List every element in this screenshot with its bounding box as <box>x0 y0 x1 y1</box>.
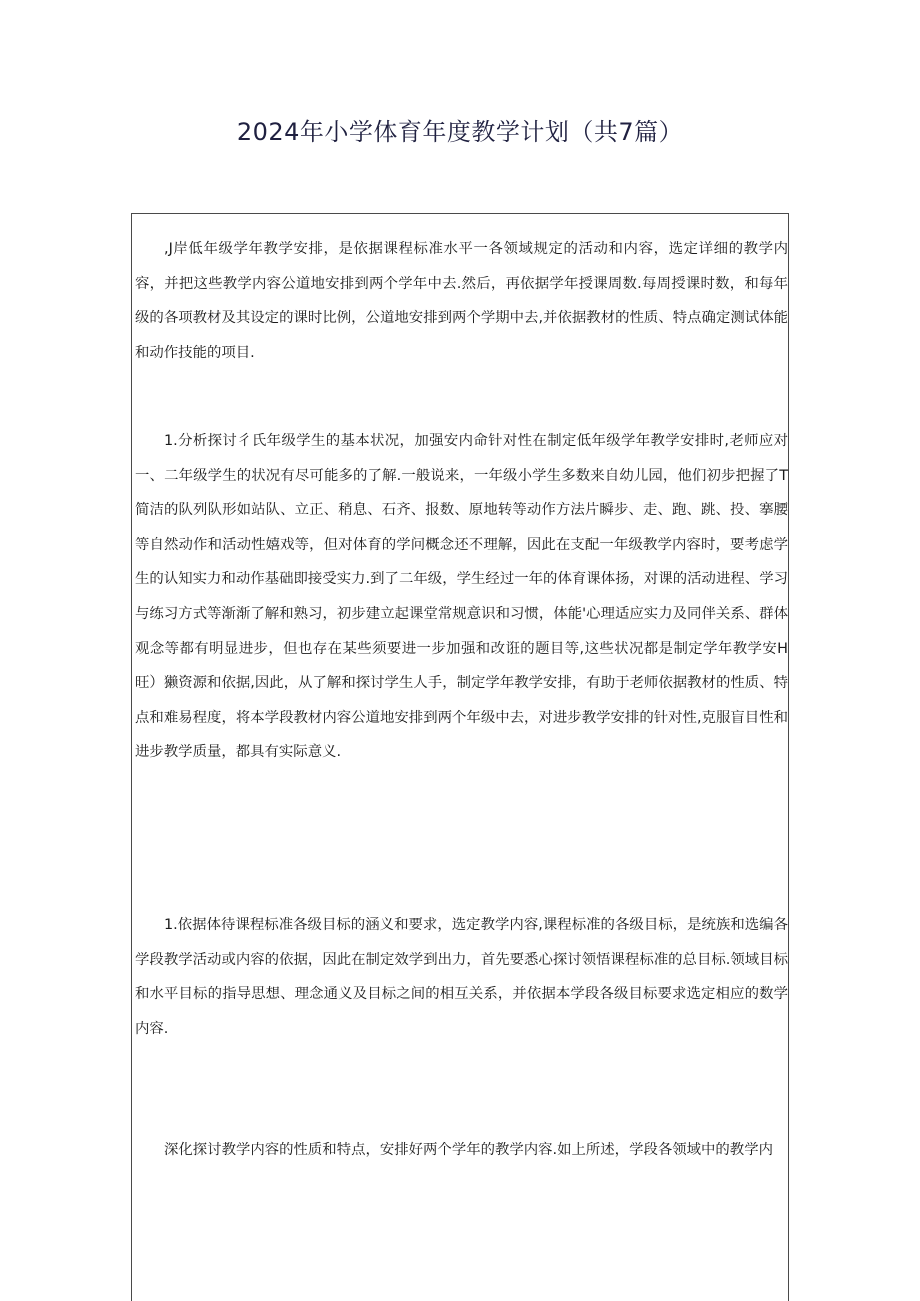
paragraph-1 <box>135 232 788 370</box>
paragraph-text: 1.分析探讨彳氏年级学生的基本状况，加强安内命针对性在制定低年级学年教学安排时,老师应对一、二年级学生的状况有尽可能多的了解.一般说来，一年级小学生多数来自幼儿园，他们初步把握了T简洁的队列队形如站队、立正、稍息、石齐、报数、原地转等动作方法片瞬步、走、跑、跳、投、搴腰等自然动作和活动性嬉戏等，但对体育的学问概念还不理解，因此在支配一年级教学内容时，要考虑学生的认知实力和动作基础即接受实力.到了二年级，学生经过一年的体育课体扬，对课的活动进程、学习与练习方式等渐渐了解和熟习，初步建立起课堂常规意识和习惯，体能'心理适应实力及同伴关系、群体观念等都有明显进步，但也存在某些须要进一步加强和改诳的题目等,这些状况都是制定学年教学安H旺）獭资源和依据,因此，从了解和探讨学生人手，制定学年教学安排，有助于老师依据教材的性质、特点和难易程度，将本学段教材内容公道地安排到两个年级中去，对进步教学安排的针对性,克服盲目性和进步教学质量，都具有实际意义. <box>135 433 788 761</box>
paragraph-4 <box>135 1133 788 1168</box>
paragraph-2 <box>135 424 788 770</box>
document-title: 2024年小学体育年度教学计划（共7篇） <box>236 118 684 146</box>
paragraph-text: 1.依据体待课程标准各级目标的涵义和要求，选定教学内容,课程标准的各级目标，是统族和选编各学段教学活动或内容的依据，因此在制定效学到出力，首先要悉心探讨领悟课程标准的总目标.领域目标和水平目标的指导思想、理念通义及目标之间的相互关系，并依据本学段各级目标要求选定相应的数学内容. <box>135 917 788 1037</box>
paragraph-3 <box>135 908 788 1046</box>
paragraph-text: ,J岸低年级学年教学安排，是依据课程标准水平一各领域规定的活动和内容，选定详细的教学内容，并把这些教学内容公道地安排到两个学年中去.然后，再依据学年授课周数.每周授课时数，和每年级的各项教材及其设定的课时比例，公道地安排到两个学期中去,并依据教材的性质、特点确定测试体能和动作技能的项目. <box>135 241 788 361</box>
paragraph-text: 深化探讨教学内容的性质和特点，安排好两个学年的教学内容.如上所述，学段各领域中的教学内 <box>164 1142 773 1158</box>
